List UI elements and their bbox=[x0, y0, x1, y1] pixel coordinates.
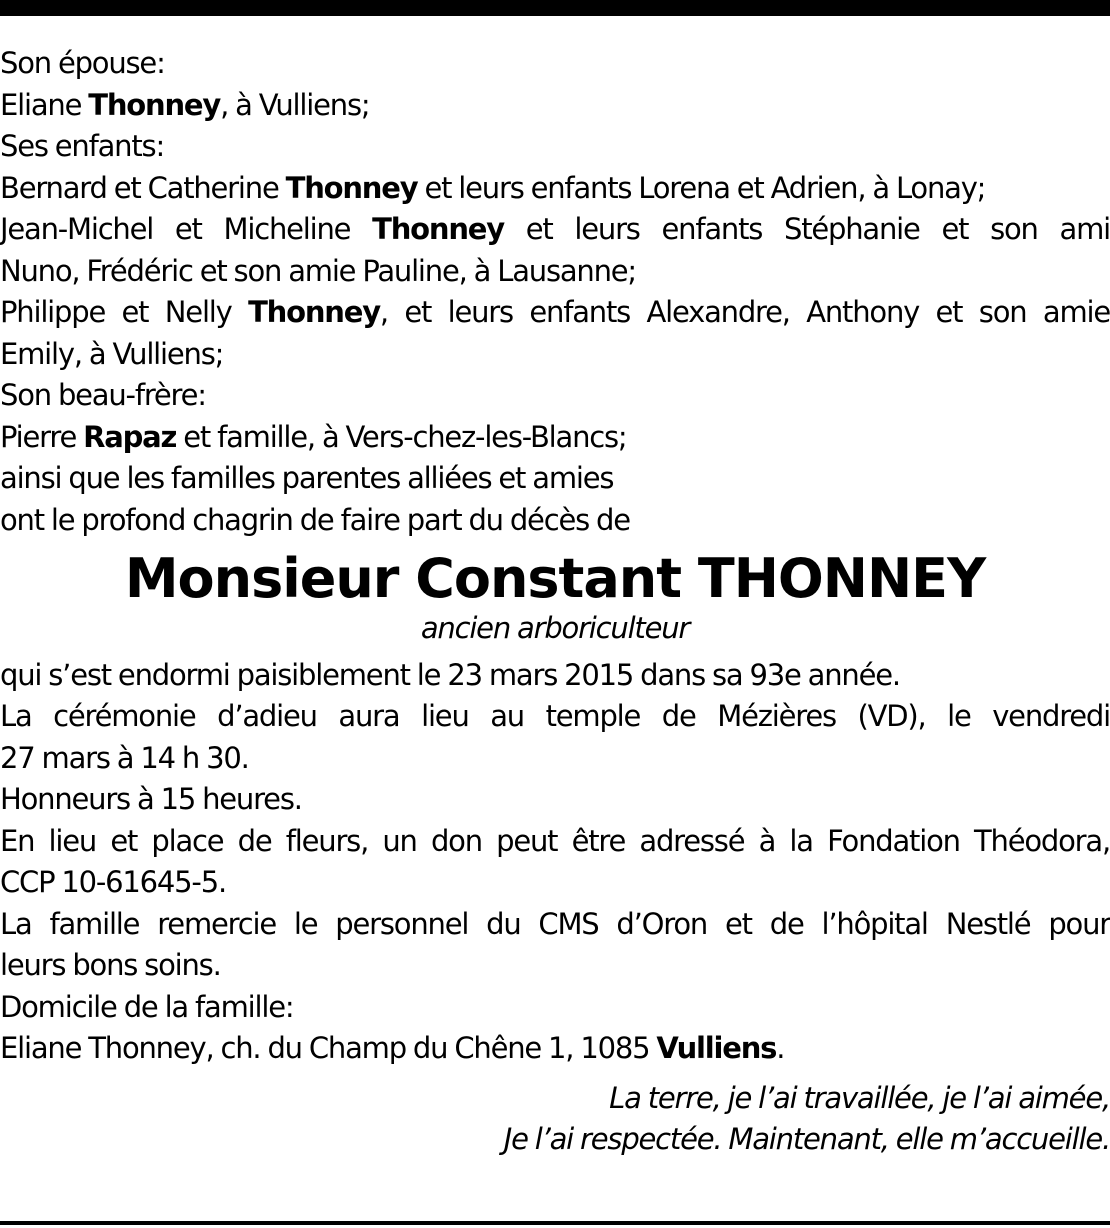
obituary-notice bbox=[0, 43, 1110, 1161]
brother-in-law-heading: Son beau-frère: bbox=[0, 378, 206, 412]
ceremony-line-cont: 27 mars à 14 h 30. bbox=[0, 740, 249, 775]
thanks-line: La famille remercie le personnel du CMS d’Oron et de l’hôpital Nestlé pour bbox=[0, 906, 1110, 941]
spouse-line: Eliane Thonney, à Vulliens; bbox=[0, 87, 370, 122]
domicile-line: Eliane Thonney, ch. du Champ du Chêne 1, 1085 Vulliens. bbox=[0, 1031, 785, 1065]
deceased-profession: ancien arboriculteur bbox=[420, 611, 690, 645]
death-line: qui s’est endormi paisiblement le 23 mars 2015 dans sa 93e année. bbox=[0, 657, 900, 692]
thanks-line-cont: leurs bons soins. bbox=[0, 948, 221, 982]
surname: Thonney bbox=[372, 212, 504, 246]
top-rule bbox=[0, 0, 1110, 16]
honours-line: Honneurs à 15 heures. bbox=[0, 782, 302, 816]
quote-line-1: La terre, je l’ai travaillée, je l’ai aimée, bbox=[609, 1080, 1110, 1115]
surname: Thonney bbox=[285, 170, 418, 205]
donation-line-cont: CCP 10-61645-5. bbox=[0, 865, 226, 899]
child-line-3: Philippe et Nelly Thonney, et leurs enfants Alexandre, Anthony et son amie bbox=[0, 295, 1110, 329]
surname: Thonney bbox=[248, 295, 380, 329]
surname: Thonney bbox=[88, 87, 221, 122]
town: Vulliens bbox=[656, 1031, 777, 1065]
surname: Rapaz bbox=[83, 419, 177, 454]
quote-line-2: Je l’ai respectée. Maintenant, elle m’accueille. bbox=[503, 1122, 1110, 1156]
child-line-2-cont: Nuno, Frédéric et son amie Pauline, à Lausanne; bbox=[0, 253, 636, 288]
donation-line: En lieu et place de fleurs, un don peut être adressé à la Fondation Théodora, bbox=[0, 823, 1110, 858]
bottom-rule bbox=[0, 1221, 1110, 1225]
ceremony-line: La cérémonie d’adieu aura lieu au temple de Mézières (VD), le vendredi bbox=[0, 699, 1110, 733]
also-line: ainsi que les familles parentes alliées et amies bbox=[0, 461, 614, 495]
children-heading: Ses enfants: bbox=[0, 129, 165, 163]
child-line-2: Jean-Michel et Micheline Thonney et leurs enfants Stéphanie et son ami bbox=[0, 212, 1110, 246]
child-line-3-cont: Emily, à Vulliens; bbox=[0, 336, 224, 371]
child-line-1: Bernard et Catherine Thonney et leurs enfants Lorena et Adrien, à Lonay; bbox=[0, 170, 986, 205]
deceased-name: Monsieur Constant THONNEY bbox=[124, 547, 986, 610]
announce-line: ont le profond chagrin de faire part du décès de bbox=[0, 502, 630, 537]
brother-in-law-line: Pierre Rapaz et famille, à Vers-chez-les-Blancs; bbox=[0, 419, 627, 454]
spouse-heading: Son épouse: bbox=[0, 46, 165, 80]
closing-quote bbox=[0, 1078, 1110, 1161]
domicile-heading: Domicile de la famille: bbox=[0, 989, 294, 1024]
